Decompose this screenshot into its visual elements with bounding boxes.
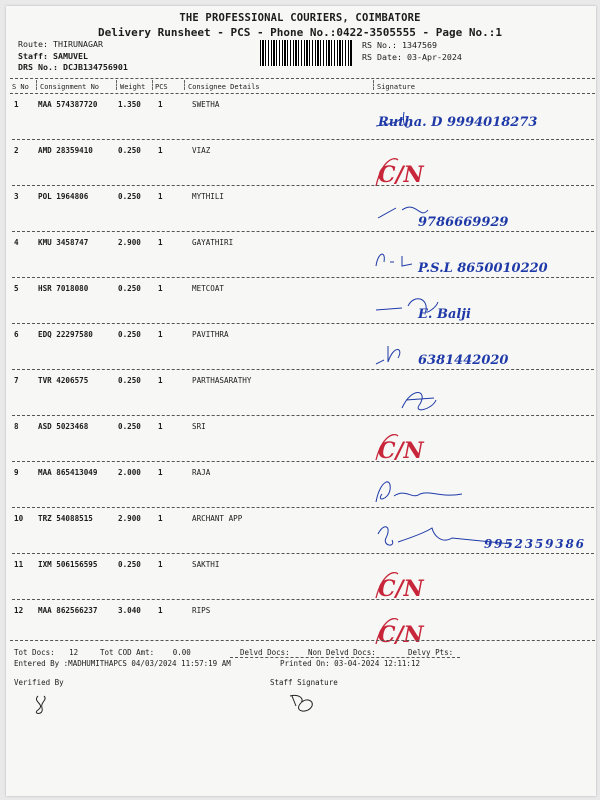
row-divider [12, 231, 594, 232]
tot-cod-label: Tot COD Amt: [100, 648, 155, 657]
row-divider [12, 323, 594, 324]
staff-signature [286, 688, 320, 718]
consignment-no-cell: TRZ 54088515 [38, 514, 93, 523]
col-weight: Weight [120, 83, 146, 91]
signature-text: 9952359386 [484, 537, 584, 551]
row-divider [12, 369, 594, 370]
consignment-no-cell: AMD 28359410 [38, 146, 93, 155]
pcs-cell: 1 [158, 100, 163, 109]
tot-cod [100, 648, 191, 657]
verified-by-label: Verified By [14, 678, 64, 687]
weight-cell: 2.000 [118, 468, 141, 477]
consignee-cell: SRI [192, 422, 206, 431]
weight-cell: 0.250 [118, 146, 141, 155]
consignee-cell: RIPS [192, 606, 211, 615]
rs-no-label: RS No.: [362, 40, 397, 50]
pcs-cell: 1 [158, 192, 163, 201]
col-sno: S No [12, 83, 29, 91]
col-consignee: Consignee Details [188, 83, 260, 91]
consignee-cell: SWETHA [192, 100, 220, 109]
consignee-cell: PARTHASARATHY [192, 376, 252, 385]
signature-mark [372, 610, 592, 650]
s-no-cell: 2 [14, 146, 19, 155]
col-consignment: Consignment No [40, 83, 100, 91]
pcs-cell: 1 [158, 606, 163, 615]
consignment-no-cell: HSR 7018080 [38, 284, 89, 293]
consignee-cell: SAKTHI [192, 560, 220, 569]
signature-text: P.S.L 8650010220 [418, 261, 548, 276]
rs-date-label: RS Date: [362, 51, 402, 62]
weight-cell: 0.250 [118, 284, 141, 293]
weight-cell: 0.250 [118, 192, 141, 201]
verifier-signature [28, 692, 58, 720]
consignment-no-cell: TVR 4206575 [38, 376, 89, 385]
consignment-no-cell: IXM 506156595 [38, 560, 98, 569]
col-pcs: PCS [155, 83, 168, 91]
row-divider [12, 277, 594, 278]
staff-label: Staff: [18, 50, 48, 61]
weight-cell: 0.250 [118, 330, 141, 339]
pcs-cell: 1 [158, 376, 163, 385]
s-no-cell: 8 [14, 422, 19, 431]
consignee-cell: PAVITHRA [192, 330, 229, 339]
weight-cell: 2.900 [118, 238, 141, 247]
printed-on: Printed On: 03-04-2024 12:11:12 [280, 659, 420, 668]
signature-mark [372, 196, 592, 236]
table-row [0, 606, 600, 652]
weight-cell: 1.350 [118, 100, 141, 109]
table-top-rule [10, 78, 595, 79]
totals-line [14, 648, 78, 657]
signature-mark [372, 380, 592, 420]
signature-text: 9786669929 [418, 215, 509, 230]
table-bottom-rule [10, 640, 595, 641]
consignee-cell: ARCHANT APP [192, 514, 243, 523]
signature-text: 6381442020 [418, 353, 509, 368]
s-no-cell: 1 [14, 100, 19, 109]
s-no-cell: 10 [14, 514, 24, 523]
signature-mark [372, 518, 592, 558]
weight-cell: 0.250 [118, 560, 141, 569]
route-value: THIRUNAGAR [52, 39, 103, 49]
s-no-cell: 9 [14, 468, 19, 477]
header-bottom-rule [10, 93, 595, 94]
consignee-cell: MYTHILI [192, 192, 225, 201]
signature-scribble [376, 254, 412, 266]
consignment-no-cell: MAA 865413049 [38, 468, 98, 477]
signature-text: C/N [378, 576, 424, 602]
footer-rule [230, 657, 460, 658]
s-no-cell: 6 [14, 330, 19, 339]
header-left-block [18, 39, 128, 74]
weight-cell: 0.250 [118, 422, 141, 431]
signature-mark [372, 334, 592, 374]
col-divider [373, 80, 374, 90]
pcs-cell: 1 [158, 284, 163, 293]
pcs-cell: 1 [158, 146, 163, 155]
delvd-docs-label: Delvd Docs: [240, 648, 290, 657]
weight-cell: 2.900 [118, 514, 141, 523]
signature-text: Rutha. D 9994018273 [378, 115, 538, 130]
consignee-cell: METCOAT [192, 284, 225, 293]
s-no-cell: 5 [14, 284, 19, 293]
delvy-pts-label: Delvy Pts: [408, 648, 454, 657]
pcs-cell: 1 [158, 422, 163, 431]
consignment-no-cell: POL 1964806 [38, 192, 89, 201]
signature-text: C/N [378, 162, 424, 188]
header-right-block [362, 40, 462, 63]
signature-mark [372, 150, 592, 190]
s-no-cell: 4 [14, 238, 19, 247]
consignment-no-cell: EDQ 22297580 [38, 330, 93, 339]
signature-mark [372, 242, 592, 282]
signature-scribble [402, 393, 436, 410]
consignment-no-cell: KMU 3458747 [38, 238, 89, 247]
weight-cell: 0.250 [118, 376, 141, 385]
signature-text: C/N [378, 438, 424, 464]
signature-scribble [376, 346, 400, 364]
s-no-cell: 12 [14, 606, 24, 615]
row-divider [12, 415, 594, 416]
signature-mark [372, 564, 592, 604]
consignee-cell: GAYATHIRI [192, 238, 234, 247]
staff-value: SAMUVEL [52, 50, 88, 61]
company-title: THE PROFESSIONAL COURIERS, COIMBATORE [179, 12, 421, 24]
col-divider [184, 80, 185, 90]
signature-mark [372, 426, 592, 466]
col-divider [116, 80, 117, 90]
col-divider [36, 80, 37, 90]
pcs-cell: 1 [158, 514, 163, 523]
row-divider [12, 139, 594, 140]
s-no-cell: 3 [14, 192, 19, 201]
pcs-cell: 1 [158, 330, 163, 339]
tot-docs-value: 12 [69, 648, 79, 657]
row-divider [12, 461, 594, 462]
drs-label: DRS No.: [18, 62, 58, 72]
drs-value: DCJB134756901 [62, 62, 128, 72]
pcs-cell: 1 [158, 238, 163, 247]
rs-no-value: 1347569 [401, 40, 437, 50]
row-divider [12, 553, 594, 554]
signature-mark [372, 104, 592, 144]
row-divider [12, 507, 594, 508]
non-delvd-docs-label: Non Delvd Docs: [308, 648, 376, 657]
pcs-cell: 1 [158, 468, 163, 477]
consignment-no-cell: MAA 862566237 [38, 606, 98, 615]
signature-text: E. Balji [418, 307, 471, 322]
runsheet-subtitle: Delivery Runsheet - PCS - Phone No.:0422-3505555 - Page No.:1 [98, 26, 502, 39]
signature-mark [372, 288, 592, 328]
tot-cod-value: 0.00 [172, 648, 191, 657]
rs-date-value: 03-Apr-2024 [406, 51, 462, 62]
weight-cell: 3.040 [118, 606, 141, 615]
route-label: Route: [18, 39, 48, 49]
consignee-cell: VIAZ [192, 146, 211, 155]
signature-text: C/N [378, 622, 424, 648]
col-signature: Signature [377, 83, 415, 91]
consignment-no-cell: ASD 5023468 [38, 422, 89, 431]
consignment-no-cell: MAA 574387720 [38, 100, 98, 109]
s-no-cell: 11 [14, 560, 24, 569]
staff-signature-label: Staff Signature [270, 678, 338, 687]
col-divider [152, 80, 153, 90]
tot-docs-label: Tot Docs: [14, 648, 55, 657]
consignee-cell: RAJA [192, 468, 211, 477]
row-divider [12, 185, 594, 186]
row-divider [12, 599, 594, 600]
signature-mark [372, 472, 592, 512]
pcs-cell: 1 [158, 560, 163, 569]
barcode [260, 40, 352, 66]
s-no-cell: 7 [14, 376, 19, 385]
entered-by: Entered By :MADHUMITHAPCS 04/03/2024 11:57:19 AM [14, 659, 231, 668]
signature-scribble [376, 482, 462, 502]
